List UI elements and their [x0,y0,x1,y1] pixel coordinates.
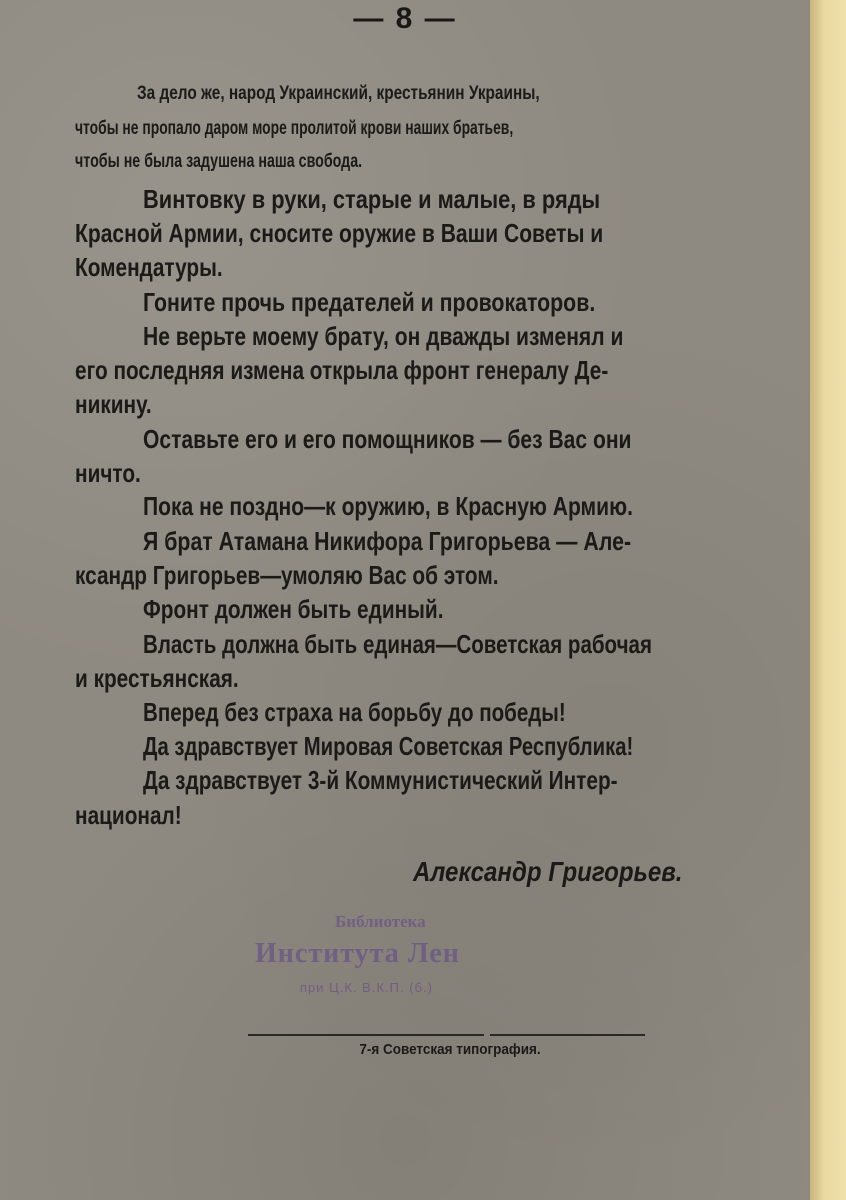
text-line: Да здравствует 3-й Коммунистический Интер- [143,765,618,795]
text-line: Красной Армии, сносите оружие в Ваши Советы и [75,218,604,248]
text-line: Винтовку в руки, старые и малые, в ряды [143,184,601,214]
text-line: ничто. [75,458,141,488]
text-line: его последняя измена открыла фронт генералу Де- [75,355,609,385]
text-line: Фронт должен быть единый. [143,594,444,624]
text-line: Не верьте моему брату, он дважды изменял и [143,321,624,351]
stamp-line-2: Института Лен [255,938,460,969]
text-line: Пока не поздно—к оружию, в Красную Армию. [143,491,633,521]
text-line: Да здравствует Мировая Советская Республика! [143,731,634,761]
text-line: чтобы не была задушена наша свобода. [75,151,363,172]
text-line: национал! [75,800,182,830]
text-line: Власть должна быть единая—Советская рабочая [143,629,652,659]
stamp-line-3: при Ц.К. В.К.П. (б.) [300,980,433,995]
signature: Александр Григорьев. [413,856,683,887]
text-line: Вперед без страха на борьбу до победы! [143,697,566,727]
divider-left [248,1034,484,1036]
page-edge [810,0,846,1200]
text-line: Гоните прочь предателей и провокаторов. [143,287,596,317]
text-line: чтобы не пропало даром море пролитой крови наших братьев, [75,118,514,139]
text-line: Оставьте его и его помощников — без Вас они [143,424,632,454]
stamp-line-1: Библиотека [335,912,426,931]
text-line: Я брат Атамана Никифора Григорьева — Але- [143,526,632,556]
text-line: никину. [75,389,152,419]
text-line: Комендатуры. [75,252,223,282]
divider-right [490,1034,645,1036]
text-line: ксандр Григорьев—умоляю Вас об этом. [75,560,499,590]
text-line: За дело же, народ Украинский, крестьянин Украины, [137,83,540,104]
text-line: и крестьянская. [75,663,239,693]
library-stamp [255,908,525,1004]
printer-imprint: 7-я Советская типография. [359,1041,541,1058]
page-number: — 8 — [353,2,457,35]
